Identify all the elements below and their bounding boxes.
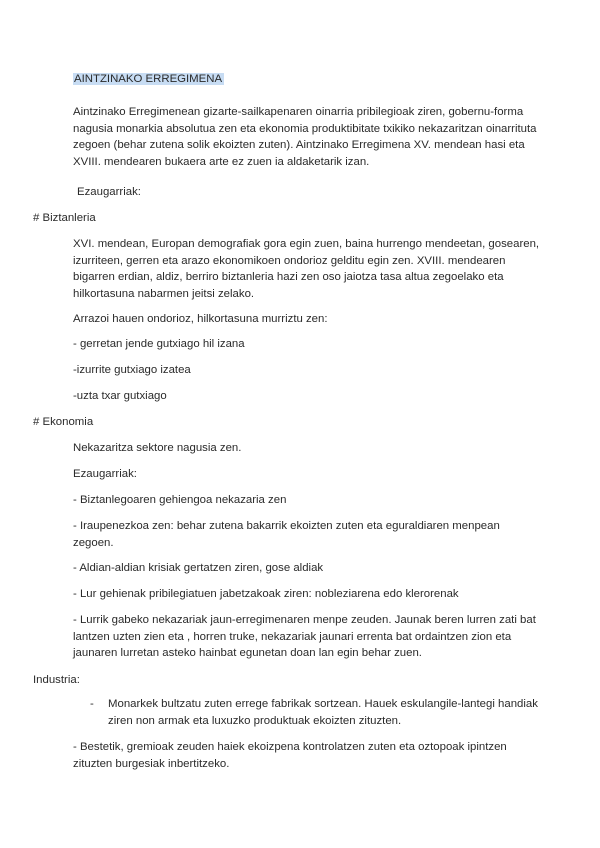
reasons-intro: Arrazoi hauen ondorioz, hilkortasuna murriztu zen: [73,313,328,325]
economy-item: jaunaren lurretan asteko hainbat egunetan doan lan egin behar zuen. [73,647,422,659]
economy-item: - Lurrik gabeko nekazariak jaun-erregimenaren menpe zeuden. Jaunak beren lurren zati bat [73,614,536,626]
industry-bullet-line: Monarkek bultzatu zuten errege fabrikak sortzean. Hauek eskulangile-lantegi handiak [108,698,538,710]
intro-line: zegoen (behar zutena solik ekoizten zuten). Aintzinako Erregimena XV. mendean hasi eta [73,139,525,151]
intro-line: Aintzinako Erregimenean gizarte-sailkapenaren oinarria pribilegioak ziren, gobernu-forma [73,106,524,118]
economy-item: zegoen. [73,536,114,549]
title-highlight: AINTZINAKO ERREGIMENA [74,73,223,85]
reason-item: -uzta txar gutxiago [73,390,167,402]
economy-features-label: Ezaugarriak: [73,468,137,480]
document-title [73,71,224,88]
intro-line: XVIII. mendearen bukaera arte ez zuen ia aldaketarik izan. [73,155,370,168]
section-heading-population: # Biztanleria [33,212,96,224]
section-heading-economy: # Ekonomia [33,416,94,428]
economy-item: - Biztanlegoaren gehiengoa nekazaria zen [73,494,287,506]
population-line: hilkortasuna nabarmen jeitsi zelako. [73,287,255,300]
economy-line: Nekazaritza sektore nagusia zen. [73,442,242,454]
population-line: bigarren erdian, aldiz, berriro biztanleria hazi zen oso jaiotza tasa altua zegoelako eta [73,271,504,283]
industry-line: - Bestetik, gremioak zeuden haiek ekoizpena kontrolatzen zuten eta oztopoak ipintzen [73,741,507,753]
economy-item: - Aldian-aldian krisiak gertatzen ziren, gose aldiak [73,562,324,574]
economy-item: - Lur gehienak pribilegiatuen jabetzakoak ziren: nobleziarena edo klerorenak [73,588,459,600]
economy-item: lantzen uzten zien eta , horren truke, nekazariak jaunari errenta bat ordaintzen zion eta [73,630,512,643]
economy-item: - Iraupenezkoa zen: behar zutena bakarrik ekoizten zuten eta eguraldiaren menpean [73,520,500,532]
population-line: izurriteen, gerren eta arazo ekonomikoen ondorioz gelditu egin zen. XVIII. mendearen [73,254,506,267]
industry-bullet-line: ziren non armak eta luxuzko produktuak ekoizten zituzten. [108,714,402,727]
features-label: Ezaugarriak: [77,186,141,198]
section-heading-industry: Industria: [33,674,80,686]
population-line: XVI. mendean, Europan demografiak gora egin zuen, baina hurrengo mendeetan, gosearen, [73,238,540,250]
reason-item: -izurrite gutxiago izatea [73,364,191,376]
reason-item: - gerretan jende gutxiago hil izana [73,338,245,350]
bullet-marker: - [90,698,94,710]
industry-line: zituzten burgesiak inbertitzeko. [73,757,230,770]
intro-line: nagusia monarkia absolutua zen eta ekonomia produktibitate txikiko nekazaritzan oinarrituta [73,122,537,135]
